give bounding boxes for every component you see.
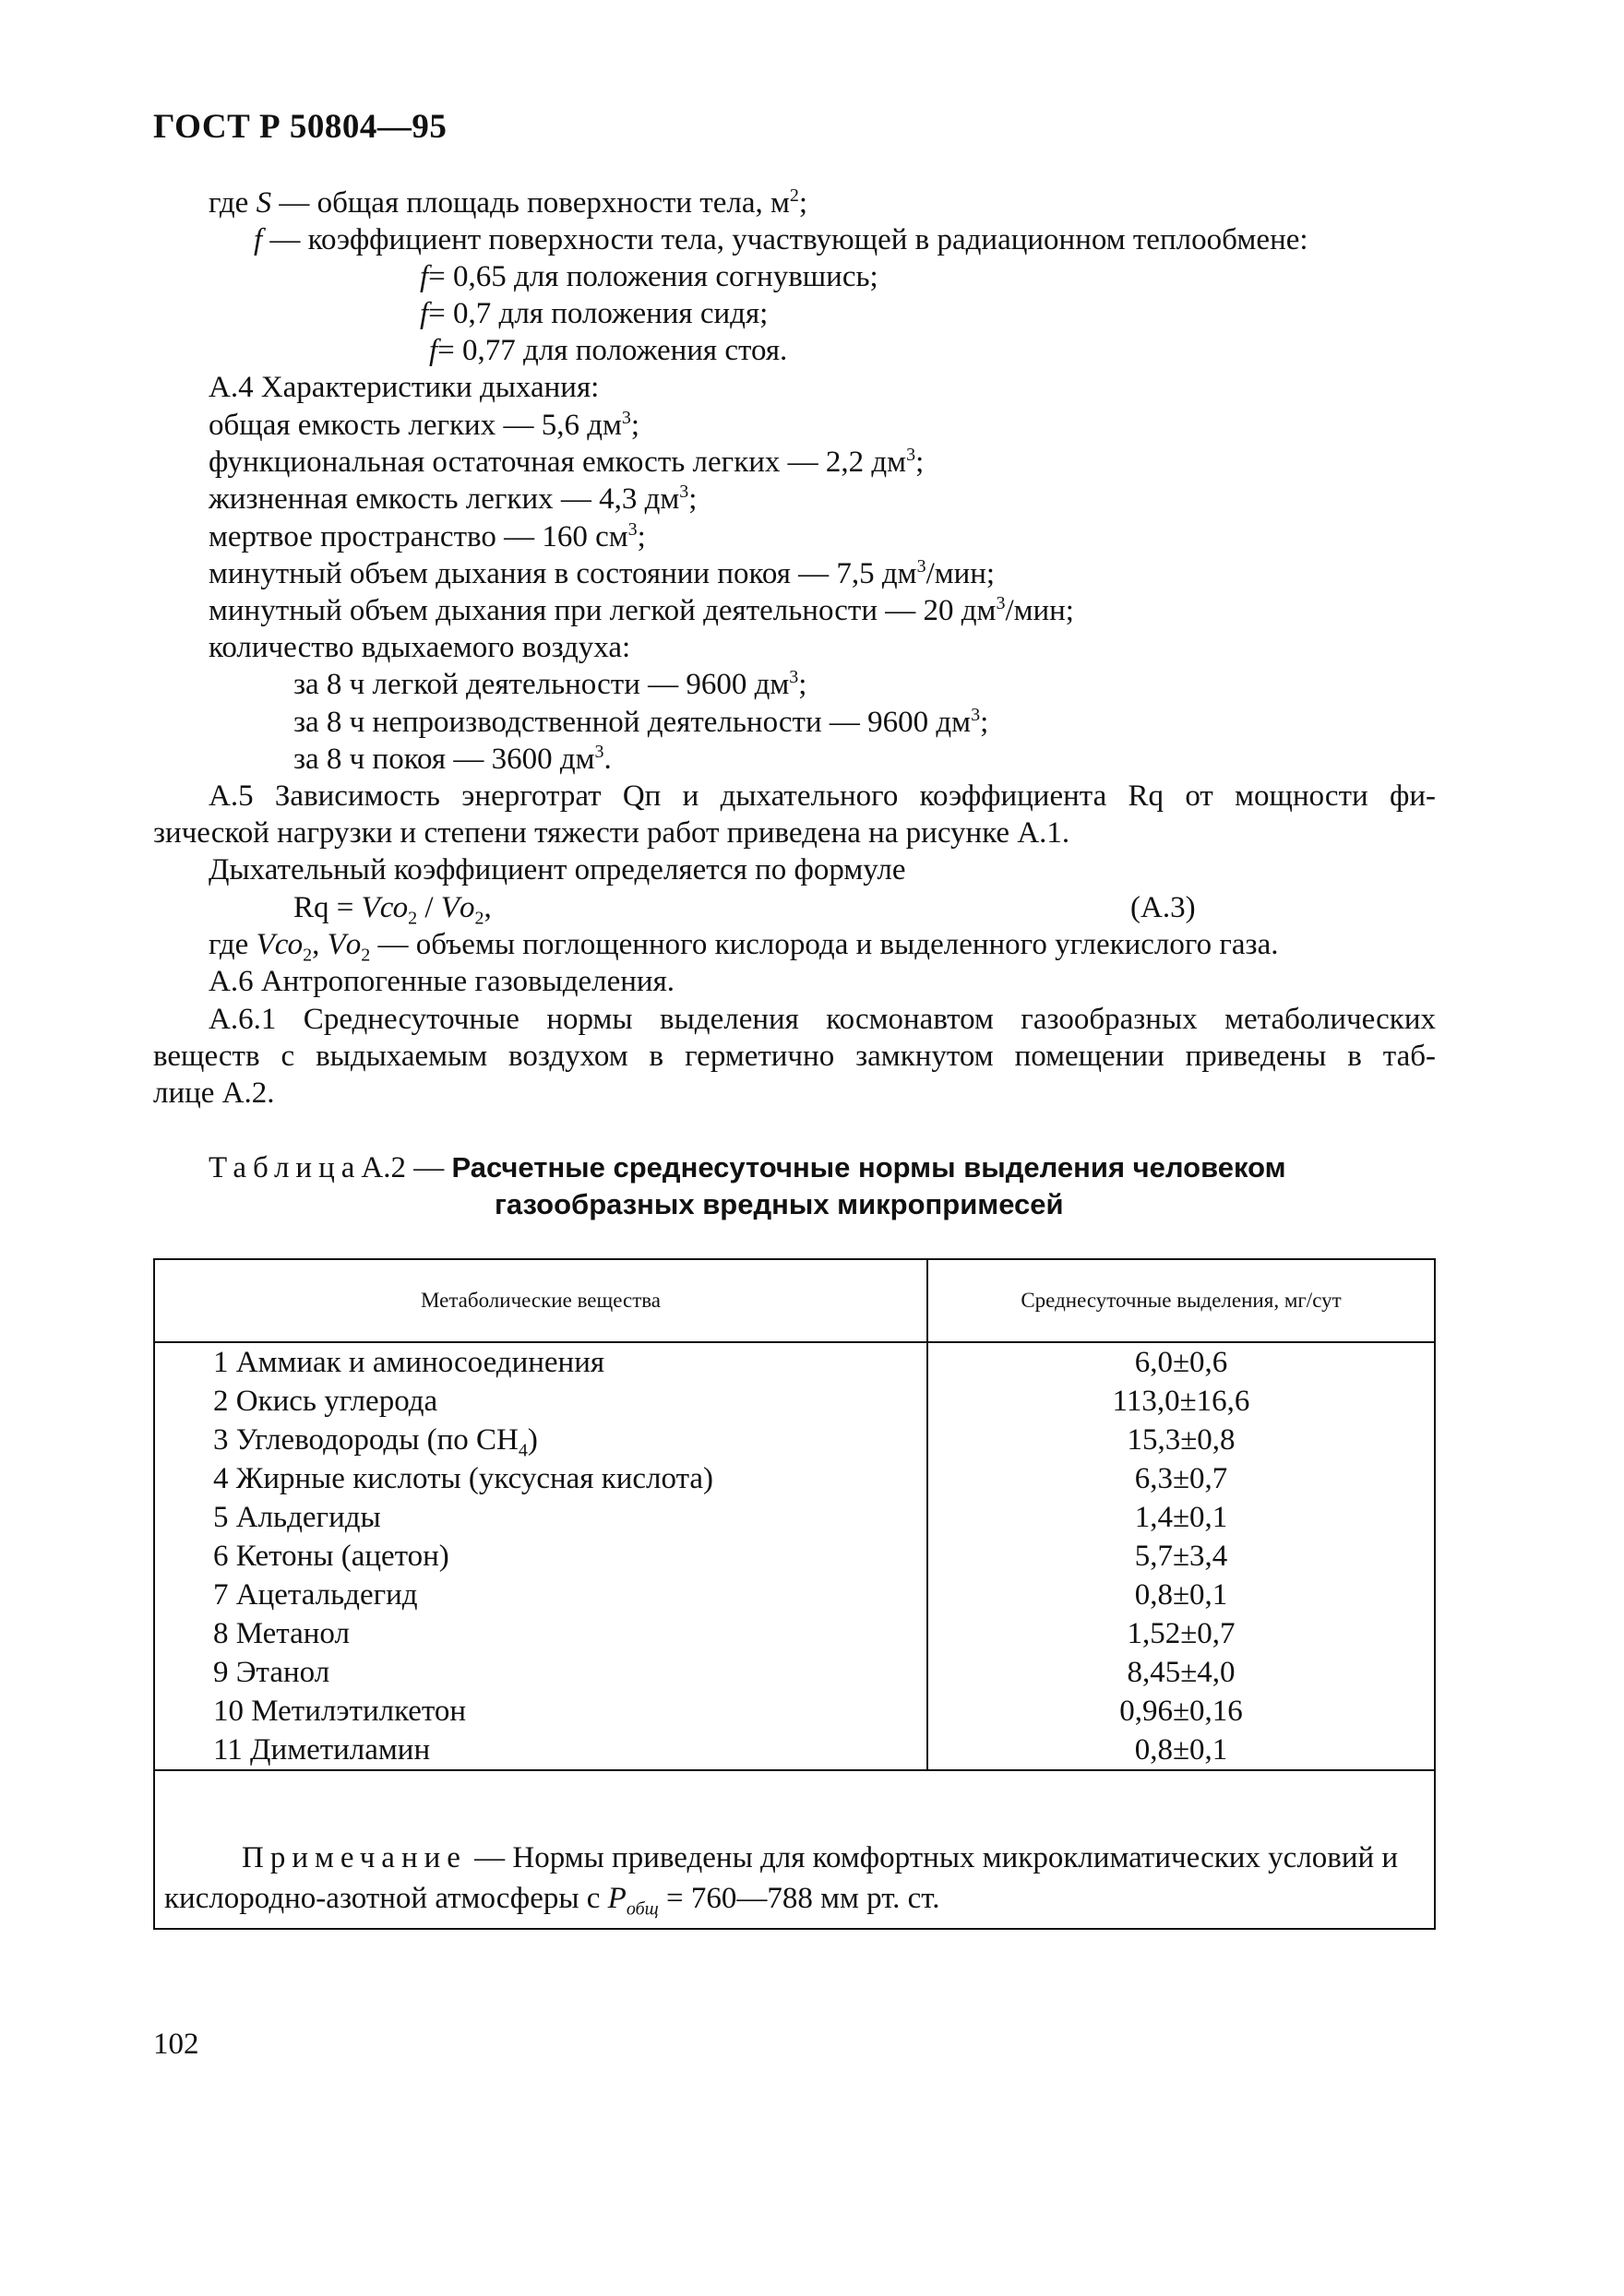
breathing-line: минутный объем дыхания при легкой деятельности — 20 $дм^3$/мин; [209, 593, 1074, 627]
value-column [927, 1342, 1435, 1770]
inhaled-line: за 8 ч легкой деятельности — 9600 $дм^3$; [293, 667, 807, 701]
table-caption: ТаблицаА.2 — Расчетные среднесуточные нормы выделения человеком [209, 1151, 1286, 1184]
table-row-name: 11 Диметиламин [213, 1733, 431, 1767]
breathing-line: жизненная емкость легких — 4,3 $дм^3$; [209, 482, 698, 516]
section-a5-line: зической нагрузки и степени тяжести работ приведена на рисунке А.1. [153, 816, 1070, 850]
inhaled-line: за 8 ч покоя — 3600 $дм^3$. [293, 742, 612, 776]
s-definition-line: где S — общая площадь поверхности тела, $м^2$; [209, 185, 808, 220]
formula-where-line: где Vсо$_2$, $Vо_2$ — объемы поглощенного кислорода и выделенного углекислого газа. [209, 928, 1279, 966]
table-row-value: 0,8±0,1 [1134, 1578, 1228, 1612]
table-row-value: 0,96±0,16 [1119, 1695, 1243, 1728]
section-a6-heading: А.6 Антропогенные газовыделения. [209, 965, 675, 998]
breathing-line: функциональная остаточная емкость легких — 2,2 $дм^3$; [209, 445, 925, 479]
formula-number: (А.3) [1130, 891, 1196, 924]
table-row-value: 113,0±16,6 [1112, 1385, 1250, 1418]
table-row-name: 3 Углеводороды (по $CH_4$) [213, 1423, 538, 1461]
document-header: ГОСТ Р 50804—95 [153, 108, 448, 146]
f-value-line: f= 0,77 для положения стоя. [429, 334, 788, 367]
table-row-name: 7 Ацетальдегид [213, 1578, 418, 1612]
section-a61-line: лице А.2. [153, 1077, 275, 1110]
table-row-name: 2 Окись углерода [213, 1385, 438, 1418]
breathing-line: общая емкость легких — 5,6 $дм^3$; [209, 408, 640, 442]
table-caption-title: газообразных вредных микропримесей [495, 1188, 1064, 1220]
formula-rq: $Rq = Vсо_2 / Vо_2$, [293, 891, 492, 929]
table-row-name: 9 Этанол [213, 1656, 330, 1689]
column-header: Среднесуточные выделения, мг/сут [927, 1259, 1435, 1342]
table-row-value: 6,0±0,6 [1134, 1346, 1228, 1379]
table-row-name: 4 Жирные кислоты (уксусная кислота) [213, 1462, 714, 1495]
breathing-line: минутный объем дыхания в состоянии покоя — 7,5 $дм^3$/мин; [209, 556, 996, 590]
table-row-name: 5 Альдегиды [213, 1501, 381, 1534]
substance-column [154, 1342, 927, 1770]
column-header: Метаболические вещества [154, 1259, 927, 1342]
section-a61-line: А.6.1 Среднесуточные нормы выделения космонавтом газообразных метаболических [209, 1003, 1436, 1036]
breathing-line: мертвое пространство — 160 $см^3$; [209, 519, 646, 553]
rq-intro: Дыхательный коэффициент определяется по формуле [209, 853, 906, 886]
section-a61-line: веществ с выдыхаемым воздухом в герметично замкнутом помещении приведены в таб- [153, 1040, 1436, 1073]
section-a5-line: А.5 Зависимость энерготрат Qп и дыхательного коэффициента Rq от мощности фи- [209, 779, 1436, 813]
page-number: 102 [153, 2028, 199, 2061]
table-note: Примечание — Нормы приведены для комфортных микроклиматических условий и кислородно-азотной атмосферы с $P_{общ}$ = 760—788 мм рт. ст. [154, 1770, 1435, 1929]
breathing-line: количество вдыхаемого воздуха: [209, 631, 631, 664]
f-value-line: f= 0,65 для положения согнувшись; [420, 260, 878, 293]
f-value-line: f= 0,7 для положения сидя; [420, 297, 769, 330]
table-row-name: 6 Кетоны (ацетон) [213, 1540, 449, 1573]
inhaled-line: за 8 ч непроизводственной деятельности — 9600 $дм^3$; [293, 705, 989, 739]
section-a4-heading: А.4 Характеристики дыхания: [209, 371, 600, 404]
emissions-table [153, 1258, 1436, 1930]
table-row-value: 8,45±4,0 [1127, 1656, 1236, 1689]
table-row-value: 6,3±0,7 [1134, 1462, 1228, 1495]
f-definition-line: f — коэффициент поверхности тела, участвующей в радиационном теплообмене: [254, 223, 1308, 256]
table-row-value: 5,7±3,4 [1134, 1540, 1228, 1573]
table-row-name: 8 Метанол [213, 1617, 350, 1650]
table-row-value: 1,4±0,1 [1134, 1501, 1228, 1534]
table-row-name: 10 Метилэтилкетон [213, 1695, 467, 1728]
table-row-value: 1,52±0,7 [1127, 1617, 1236, 1650]
table-row-value: 15,3±0,8 [1127, 1423, 1236, 1457]
table-row-value: 0,8±0,1 [1134, 1733, 1228, 1767]
table-row-name: 1 Аммиак и аминосоединения [213, 1346, 605, 1379]
